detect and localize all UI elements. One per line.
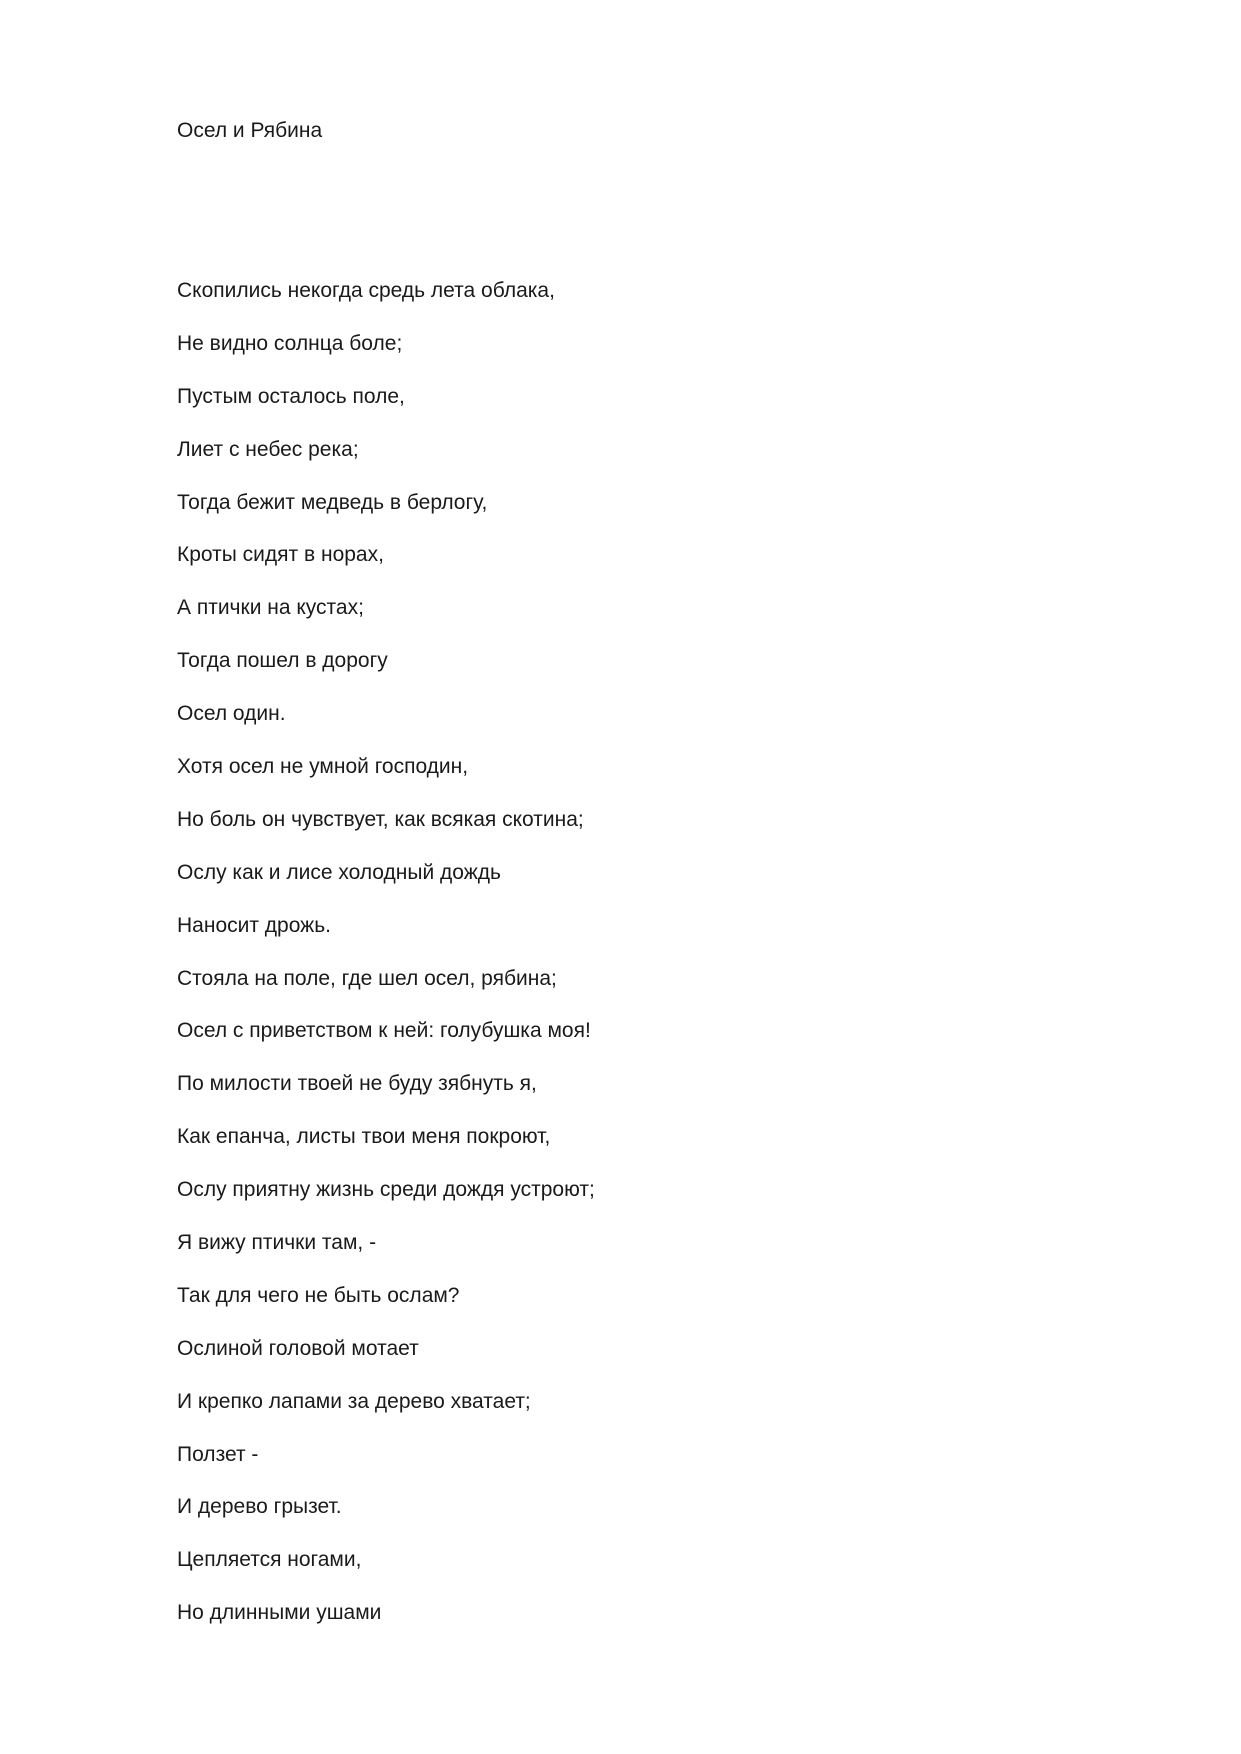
poem-line: Лиет с небес река; [177,437,359,461]
poem-line: Кроты сидят в норах, [177,543,384,567]
poem-line: Пустым осталось поле, [177,384,405,408]
poem-line: Ползет - [177,1442,259,1466]
poem-line: И крепко лапами за дерево хватает; [177,1389,531,1413]
poem-line: Как епанча, листы твои меня покроют, [177,1125,551,1149]
poem-line: Тогда бежит медведь в берлогу, [177,490,488,514]
poem-line: Скопились некогда средь лета облака, [177,279,555,302]
poem-line: Не видно солнца боле; [177,331,403,355]
poem-line: Так для чего не быть ослам? [177,1283,460,1307]
poem-line: Стояла на поле, где шел осел, рябина; [177,966,557,990]
poem-line: Я вижу птички там, - [177,1231,377,1255]
poem-line: Осел с приветством к ней: голубушка моя! [177,1019,591,1043]
poem-line: И дерево грызет. [177,1495,342,1519]
poem-line: Но длинными ушами [177,1601,382,1625]
poem-line: Наносит дрожь. [177,913,332,937]
poem-title: Осел и Рябина [177,119,323,142]
poem-line: Ослу приятну жизнь среди дождя устроют; [177,1178,595,1202]
poem-line: Хотя осел не умной господин, [177,755,469,779]
poem-line: А птички на кустах; [177,596,364,620]
poem-line: По милости твоей не буду зябнуть я, [177,1072,537,1096]
poem-line: Цепляется ногами, [177,1548,362,1572]
poem-line: Ослу как и лисе холодный дождь [177,860,501,884]
poem-lines [177,278,595,1653]
poem-line: Тогда пошел в дорогу [177,649,388,673]
poem-line: Ослиной головой мотает [177,1336,419,1360]
poem-line: Но боль он чувствует, как всякая скотина; [177,807,584,831]
poem-line: Осел один. [177,702,286,726]
